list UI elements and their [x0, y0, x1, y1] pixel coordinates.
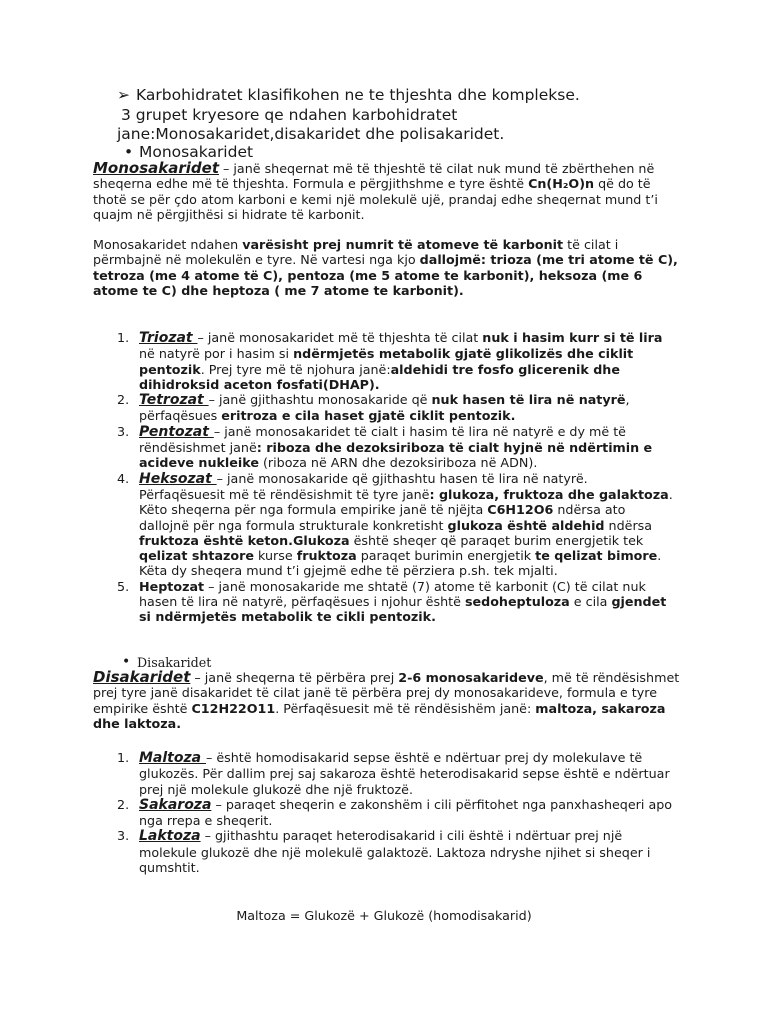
bullet-dot-icon: • — [122, 654, 131, 670]
arrow-bullet-icon: ➢ — [117, 86, 130, 104]
bullet-dot-icon: • — [124, 143, 134, 161]
list-item: 4. Heksozat – janë monosakaride që gjithashtu hasen të lira në natyrë. Përfaqësuesit më të rëndësishmit të tyre janë: glukoza, fruktoza dhe galaktoza. Këto sheqerna për nga formula empirike janë të njëjta C6H12O6 ndërsa ato dallojnë për nga formula strukturale konkretisht glukoza është aldehid ndërsa fruktoza është keton.Glukoza është sheqer që paraqet burim energjetik tek qelizat shtazore kurse fruktoza paraqet burimin energjetik te qelizat bimore. Këta dy sheqera mund t’i gjejmë edhe të përziera p.sh. tek mjalti. — [117, 470, 673, 579]
list-item: 5. Heptozat – janë monosakaride me shtatë (7) atome të karbonit (C) të cilat nuk hasen të lira në natyrë, përfaqësues i njohur është sedoheptuloza e cila gjendet si ndërmjetës metabolik te cikli pentozik. — [117, 578, 667, 625]
list-item: 1. Triozat – janë monosakaridet më të thjeshta të cilat nuk i hasim kurr si të lira në natyrë por i hasim si ndërmjetës metabolik gjatë glikolizës dhe ciklit pentozik. Prej tyre më të njohura janë:aldehidi tre fosfo glicerenik dhe dihidroksid aceton fosfati(DHAP). — [117, 330, 663, 392]
intro-line-3: jane:Monosakaridet,disakaridet dhe polisakaridet. — [117, 125, 505, 143]
list-item: 3. Pentozat – janë monosakaridet të cialt i hasim të lira në natyrë e dy më të rëndësishmet janë: riboza dhe dezoksiriboza të cialt hyjnë në ndërtimin e acideve nukleike (riboza në ARN dhe dezoksiriboza në ADN). — [117, 423, 653, 471]
formula-c6h12o6: C6H12O6 — [487, 502, 554, 518]
monosakaridet-definition: Monosakaridet – janë sheqernat më të thjeshtë të cilat nuk mund të zbërthehen në sheqerna edhe më të thjeshta. Formula e përgjithshme e tyre është Cn(H₂O)n që do të thotë se për çdo atom karboni e kemi një molekulë ujë, prandaj edhe sheqernat mund t’i quajm në përgjithësi si hidrate të karbonit. — [93, 159, 658, 222]
list-item: 1. Maltoza – është homodisakarid sepse është e ndërtuar prej dy molekulave të glukozës. Për dallim prej saj sakaroza është heterodisakarid sepse është e ndërtuar prej një molekule glukozë dhe një fruktozë. — [117, 750, 670, 797]
maltoza-formula-line: Maltoza = Glukozë + Glukozë (homodisakarid) — [236, 908, 532, 923]
list-item: 3. Laktoza – gjithashtu paraqet heterodisakarid i cili është i ndërtuar prej një molekule glukozë dhe një molekulë galaktozë. Laktoza ndryshe njihet si sheqer i qumshtit. — [117, 828, 651, 876]
list-item: 2. Sakaroza – paraqet sheqerin e zakonshëm i cili përfitohet nga panxhasheqeri apo nga rrepa e sheqerit. — [117, 796, 673, 829]
disakaridet-definition: Disakaridet – janë sheqerna të përbëra prej 2-6 monosakarideve, më të rëndësishmet prej tyre janë disakaridet të cilat janë të përbëra prej dy monosakarideve, formula e tyre empirike është C12H22O11. Përfaqësuesit më të rëndësishëm janë: maltoza, sakaroza dhe laktoza. — [93, 668, 680, 731]
monosakaridet-classification: Monosakaridet ndahen varësisht prej numrit të atomeve të karbonit të cilat i përmbajnë në molekulën e tyre. Në vartesi nga kjo dallojmë: trioza (me tri atome të C), tetroza (me 4 atome të C), pentoza (me 5 atome te karbonit), heksoza (me 6 atome te C) dhe heptoza ( me 7 atome te karbonit). — [93, 237, 678, 298]
term-monosakaridet: Monosakaridet — [93, 159, 219, 177]
list-item: 2. Tetrozat – janë gjithashtu monosakaride që nuk hasen të lira në natyrë, përfaqësues eritroza e cila haset gjatë ciklit pentozik. — [117, 392, 630, 424]
monosakaridet-list — [107, 330, 677, 625]
bullet-disakaridet: • Disakaridet — [122, 654, 212, 670]
intro-line-1: ➢ Karbohidratet klasifikohen ne te thjeshta dhe komplekse. — [117, 86, 580, 104]
intro-line-2: 3 grupet kryesore qe ndahen karbohidratet — [121, 106, 458, 124]
term-disakaridet: Disakaridet — [93, 668, 191, 686]
formula-c12h22o11: C12H22O11 — [191, 700, 276, 716]
disakaridet-list — [107, 750, 677, 875]
bullet-monosakaridet: Monosakaridet — [139, 143, 254, 161]
